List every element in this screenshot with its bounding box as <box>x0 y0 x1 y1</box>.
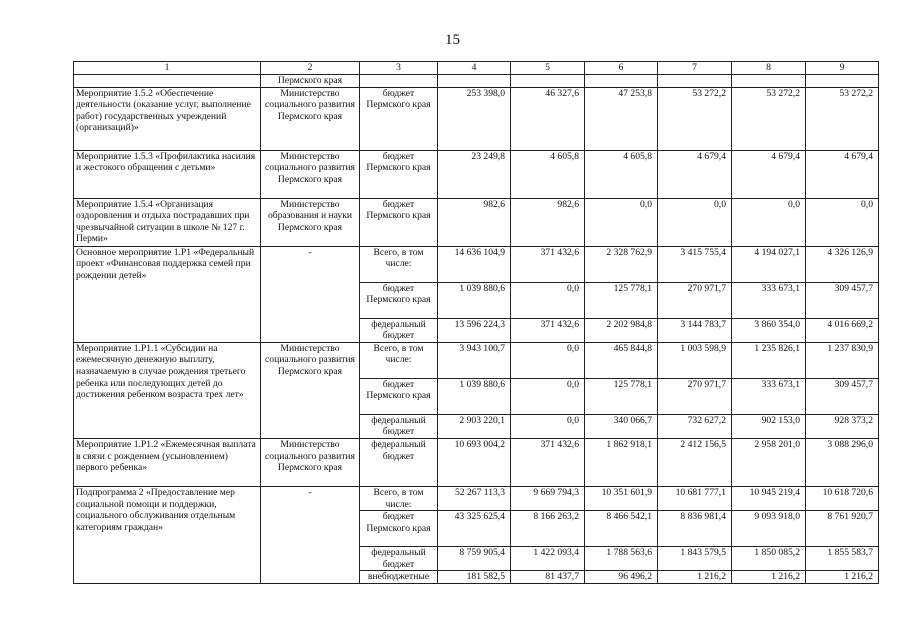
amount-cell: 253 398,0 <box>438 87 511 150</box>
amount-cell: 1 850 085,2 <box>732 547 806 571</box>
measure-name: Мероприятие 1.5.4 «Организация оздоровления и отдыха пострадавших при чрезвычайной ситуации в школе № 127 г. Перми» <box>74 198 261 246</box>
amount-cell: 53 272,2 <box>658 87 732 150</box>
amount-cell: 1 003 598,9 <box>658 342 732 378</box>
header-row <box>74 62 879 75</box>
amount-cell: 1 788 563,6 <box>585 547 658 571</box>
budget-table <box>73 61 879 584</box>
amount-cell: 43 325 625,4 <box>438 511 511 547</box>
amount-cell: 982,6 <box>511 198 585 246</box>
amount-cell: 4 326 126,9 <box>806 246 879 282</box>
column-header: 1 <box>74 62 261 75</box>
amount-cell: 23 249,8 <box>438 150 511 198</box>
amount-cell: 8 759 905,4 <box>438 547 511 571</box>
amount-cell: 1 422 093,4 <box>511 547 585 571</box>
amount-cell: 181 582,5 <box>438 571 511 584</box>
amount-cell: 333 673,1 <box>732 282 806 318</box>
table-row <box>74 438 879 486</box>
funding-source: Всего, в том числе: <box>360 342 438 378</box>
executor: Министерство социального развития Пермского края <box>261 438 360 486</box>
amount-cell: 8 466 542,1 <box>585 511 658 547</box>
measure-name: Основное мероприятие 1.Р1 «Федеральный проект «Финансовая поддержка семей при рождении детей» <box>74 246 261 342</box>
amount-cell: 8 761 920,7 <box>806 511 879 547</box>
column-header: 3 <box>360 62 438 75</box>
amount-cell: 0,0 <box>511 414 585 438</box>
amount-cell: 4 679,4 <box>732 150 806 198</box>
amount-cell: 1 237 830,9 <box>806 342 879 378</box>
amount-cell: 2 328 762,9 <box>585 246 658 282</box>
column-header: 4 <box>438 62 511 75</box>
amount-cell: 371 432,6 <box>511 438 585 486</box>
funding-source: Всего, в том числе: <box>360 246 438 282</box>
amount-cell: 3 860 354,0 <box>732 318 806 342</box>
column-header: 9 <box>806 62 879 75</box>
empty-cell <box>658 75 732 88</box>
amount-cell: 10 693 004,2 <box>438 438 511 486</box>
amount-cell: 309 457,7 <box>806 378 879 414</box>
table-row <box>74 486 879 510</box>
executor: Министерство образования и науки Пермского края <box>261 198 360 246</box>
table-row <box>74 342 879 378</box>
table-row <box>74 246 879 282</box>
amount-cell: 0,0 <box>658 198 732 246</box>
amount-cell: 1 039 880,6 <box>438 282 511 318</box>
measure-name: Подпрограмма 2 «Предоставление мер социальной помощи и поддержки, социального обслуживания отдельным категориям граждан» <box>74 486 261 583</box>
amount-cell: 10 351 601,9 <box>585 486 658 510</box>
amount-cell: 0,0 <box>511 282 585 318</box>
amount-cell: 125 778,1 <box>585 282 658 318</box>
funding-source: бюджет Пермского края <box>360 87 438 150</box>
funding-source: бюджет Пермского края <box>360 511 438 547</box>
amount-cell: 3 088 296,0 <box>806 438 879 486</box>
amount-cell: 465 844,8 <box>585 342 658 378</box>
amount-cell: 333 673,1 <box>732 378 806 414</box>
amount-cell: 0,0 <box>511 342 585 378</box>
amount-cell: 4 679,4 <box>658 150 732 198</box>
amount-cell: 3 144 783,7 <box>658 318 732 342</box>
amount-cell: 1 862 918,1 <box>585 438 658 486</box>
amount-cell: 13 596 224,3 <box>438 318 511 342</box>
executor: - <box>261 486 360 583</box>
empty-cell <box>732 75 806 88</box>
amount-cell: 371 432,6 <box>511 318 585 342</box>
amount-cell: 902 153,0 <box>732 414 806 438</box>
amount-cell: 8 166 263,2 <box>511 511 585 547</box>
funding-source: федеральный бюджет <box>360 438 438 486</box>
continuation-name-cell <box>74 75 261 88</box>
amount-cell: 53 272,2 <box>732 87 806 150</box>
amount-cell: 2 958 201,0 <box>732 438 806 486</box>
amount-cell: 9 093 918,0 <box>732 511 806 547</box>
executor: Министерство социального развития Пермского края <box>261 342 360 438</box>
measure-name: Мероприятие 1.5.2 «Обеспечение деятельности (оказание услуг, выполнение работ) государственных учреждений (организаций)» <box>74 87 261 150</box>
empty-cell <box>438 75 511 88</box>
amount-cell: 1 216,2 <box>806 571 879 584</box>
amount-cell: 10 945 219,4 <box>732 486 806 510</box>
column-header: 7 <box>658 62 732 75</box>
table-row <box>74 87 879 150</box>
amount-cell: 14 636 104,9 <box>438 246 511 282</box>
amount-cell: 0,0 <box>732 198 806 246</box>
amount-cell: 340 066,7 <box>585 414 658 438</box>
executor: Министерство социального развития Пермского края <box>261 150 360 198</box>
amount-cell: 371 432,6 <box>511 246 585 282</box>
column-header: 6 <box>585 62 658 75</box>
column-header: 5 <box>511 62 585 75</box>
funding-source: бюджет Пермского края <box>360 378 438 414</box>
amount-cell: 1 039 880,6 <box>438 378 511 414</box>
empty-cell <box>806 75 879 88</box>
amount-cell: 1 216,2 <box>732 571 806 584</box>
amount-cell: 1 855 583,7 <box>806 547 879 571</box>
amount-cell: 0,0 <box>806 198 879 246</box>
funding-source: бюджет Пермского края <box>360 282 438 318</box>
amount-cell: 10 618 720,6 <box>806 486 879 510</box>
amount-cell: 10 681 777,1 <box>658 486 732 510</box>
amount-cell: 125 778,1 <box>585 378 658 414</box>
amount-cell: 81 437,7 <box>511 571 585 584</box>
measure-name: Мероприятие 1.Р1.2 «Ежемесячная выплата в связи с рождением (усыновлением) первого ребенка» <box>74 438 261 486</box>
amount-cell: 4 016 669,2 <box>806 318 879 342</box>
amount-cell: 270 971,7 <box>658 378 732 414</box>
amount-cell: 52 267 113,3 <box>438 486 511 510</box>
amount-cell: 4 194 027,1 <box>732 246 806 282</box>
amount-cell: 8 836 981,4 <box>658 511 732 547</box>
funding-source: внебюджетные <box>360 571 438 584</box>
funding-source: федеральный бюджет <box>360 547 438 571</box>
amount-cell: 53 272,2 <box>806 87 879 150</box>
measure-name: Мероприятие 1.5.3 «Профилактика насилия и жестокого обращения с детьми» <box>74 150 261 198</box>
empty-cell <box>360 75 438 88</box>
funding-source: бюджет Пермского края <box>360 198 438 246</box>
amount-cell: 982,6 <box>438 198 511 246</box>
amount-cell: 46 327,6 <box>511 87 585 150</box>
table-row <box>74 198 879 246</box>
page-number: 15 <box>445 32 460 48</box>
amount-cell: 309 457,7 <box>806 282 879 318</box>
empty-cell <box>585 75 658 88</box>
amount-cell: 4 679,4 <box>806 150 879 198</box>
amount-cell: 270 971,7 <box>658 282 732 318</box>
funding-source: федеральный бюджет <box>360 414 438 438</box>
continuation-row <box>74 75 879 88</box>
amount-cell: 0,0 <box>511 378 585 414</box>
amount-cell: 4 605,8 <box>511 150 585 198</box>
amount-cell: 928 373,2 <box>806 414 879 438</box>
amount-cell: 96 496,2 <box>585 571 658 584</box>
executor: Министерство социального развития Пермского края <box>261 87 360 150</box>
amount-cell: 47 253,8 <box>585 87 658 150</box>
funding-source: федеральный бюджет <box>360 318 438 342</box>
continuation-executor: Пермского края <box>261 75 360 88</box>
amount-cell: 1 843 579,5 <box>658 547 732 571</box>
amount-cell: 1 216,2 <box>658 571 732 584</box>
amount-cell: 2 903 220,1 <box>438 414 511 438</box>
measure-name: Мероприятие 1.Р1.1 «Субсидии на ежемесячную денежную выплату, назначаемую в случае рождения третьего ребенка или последующих детей до достижения ребенком возраста трех лет» <box>74 342 261 438</box>
funding-source: бюджет Пермского края <box>360 150 438 198</box>
table-row <box>74 150 879 198</box>
amount-cell: 0,0 <box>585 198 658 246</box>
column-header: 8 <box>732 62 806 75</box>
table-body <box>74 62 879 584</box>
executor: - <box>261 246 360 342</box>
amount-cell: 2 412 156,5 <box>658 438 732 486</box>
empty-cell <box>511 75 585 88</box>
amount-cell: 2 202 984,8 <box>585 318 658 342</box>
amount-cell: 3 943 100,7 <box>438 342 511 378</box>
amount-cell: 732 627,2 <box>658 414 732 438</box>
amount-cell: 9 669 794,3 <box>511 486 585 510</box>
amount-cell: 1 235 826,1 <box>732 342 806 378</box>
column-header: 2 <box>261 62 360 75</box>
amount-cell: 3 415 755,4 <box>658 246 732 282</box>
amount-cell: 4 605,8 <box>585 150 658 198</box>
funding-source: Всего, в том числе: <box>360 486 438 510</box>
